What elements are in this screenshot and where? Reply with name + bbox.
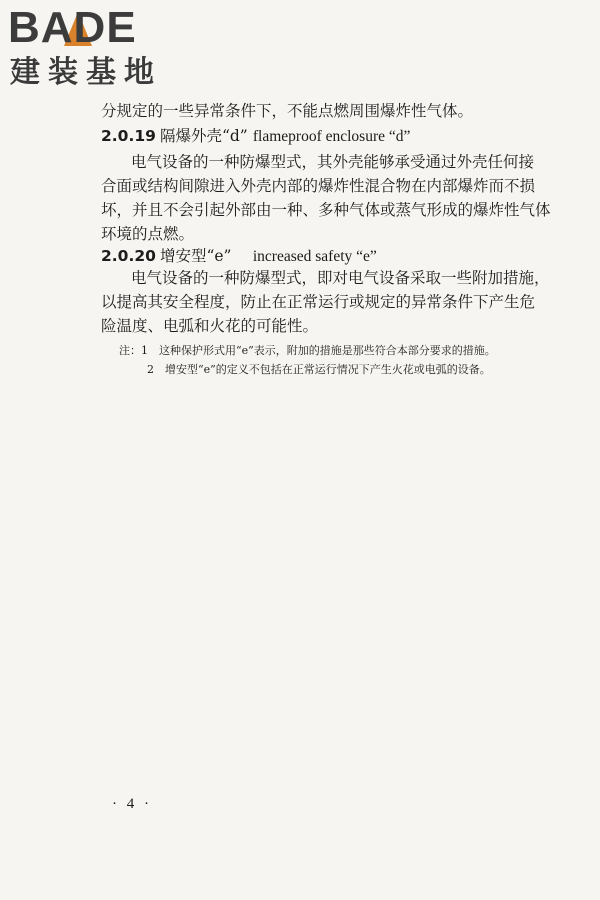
section-term-en: flameproof enclosure “d”: [252, 128, 411, 145]
bade-logo: [6, 2, 176, 92]
section-body-line: 环境的点燃。: [101, 225, 195, 243]
section-body-line: 以提高其安全程度，防止在正常运行或规定的异常条件下产生危: [101, 293, 536, 311]
note-1: 注：1 这种保护形式用“e”表示，附加的措施是那些符合本部分要求的措施。: [119, 344, 496, 357]
section-body-line: 电气设备的一种防爆型式，其外壳能够承受通过外壳任何接: [131, 153, 535, 171]
section-body-line: 电气设备的一种防爆型式，即对电气设备采取一些附加措施，: [131, 269, 550, 287]
logo-chinese-text: 建装基地: [10, 55, 162, 90]
section-number: 2.0.19: [101, 127, 156, 145]
section-body-line: 险温度、电弧和火花的可能性。: [101, 317, 319, 335]
section-heading-2-0-19: [101, 124, 410, 149]
continuation-text: 分规定的一些异常条件下，不能点燃周围爆炸性气体。: [101, 102, 474, 120]
page-number: · 4 ·: [112, 796, 152, 812]
section-body-line: 坏，并且不会引起外部由一种、多种气体或蒸气形成的爆炸性气体: [101, 201, 551, 219]
logo-latin-text: BADE: [8, 3, 137, 52]
section-term-en: increased safety “e”: [252, 248, 377, 265]
section-term-cn: 隔爆外壳“d”: [159, 127, 248, 145]
section-term-cn: 增安型“e”: [159, 247, 232, 265]
section-body-line: 合面或结构间隙进入外壳内部的爆炸性混合物在内部爆炸而不损: [101, 177, 536, 195]
section-number: 2.0.20: [101, 247, 156, 265]
note-2: 2 增安型“e”的定义不包括在正常运行情况下产生火花或电弧的设备。: [147, 363, 491, 376]
